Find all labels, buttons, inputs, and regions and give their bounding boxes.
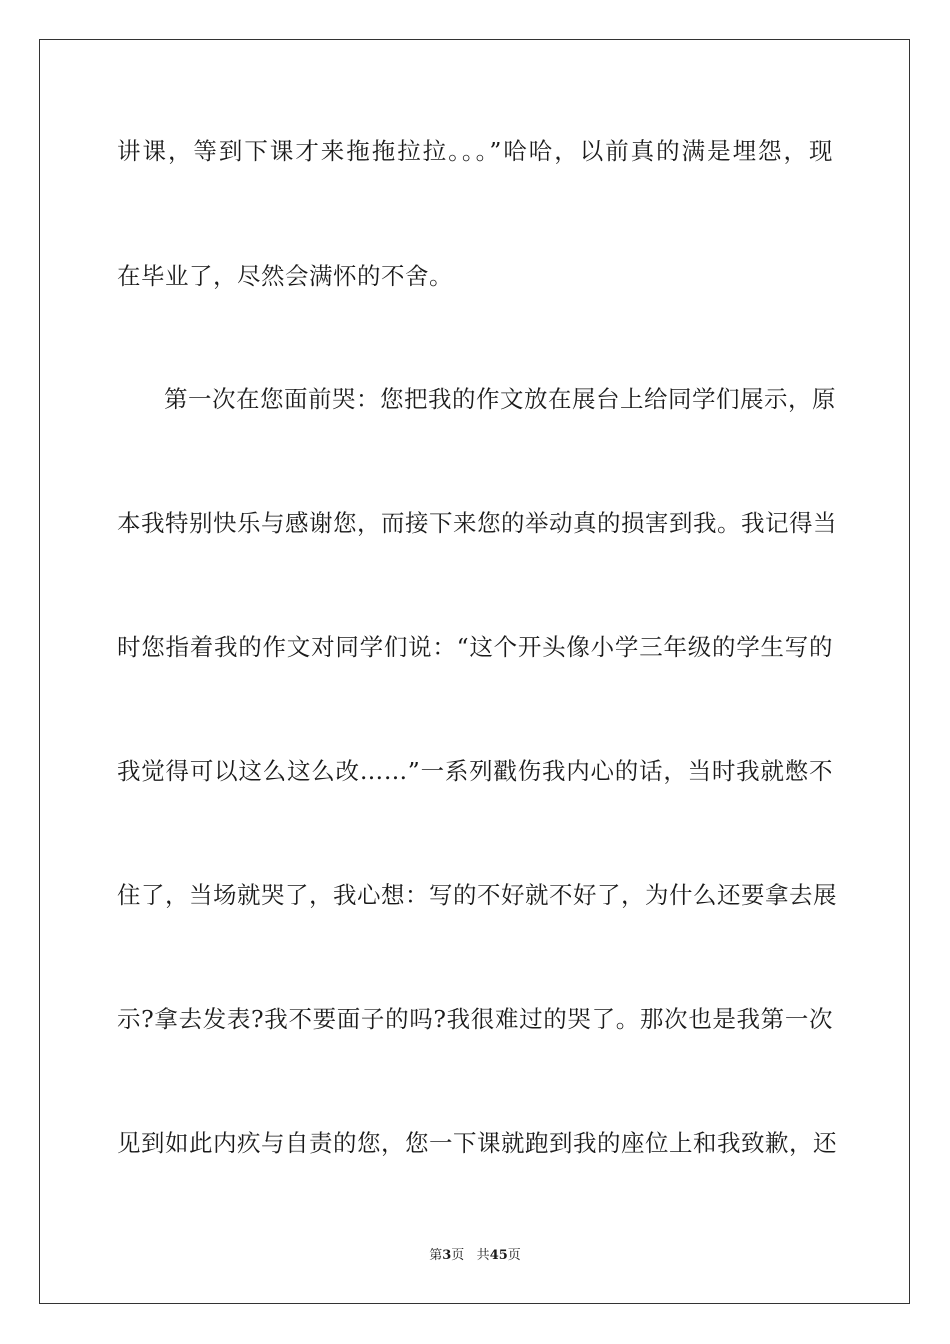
text-line-1: 讲课，等到下课才来拖拖拉拉。。。”哈哈，以前真的满是埋怨，现 <box>117 137 833 165</box>
text-line-8: 示?拿去发表?我不要面子的吗?我很难过的哭了。那次也是我第一次 <box>117 1005 833 1033</box>
page-suffix: 页 <box>451 1248 465 1263</box>
text-line-3: 第一次在您面前哭：您把我的作文放在展台上给同学们展示，原 <box>164 385 836 413</box>
text-line-5: 时您指着我的作文对同学们说：“这个开头像小学三年级的学生写的 <box>117 633 833 661</box>
text-line-6: 我觉得可以这么这么改……”一系列戳伤我内心的话，当时我就憋不 <box>117 757 833 785</box>
text-line-9: 见到如此内疚与自责的您，您一下课就跑到我的座位上和我致歉，还 <box>117 1129 837 1157</box>
text-line-7: 住了，当场就哭了，我心想：写的不好就不好了，为什么还要拿去展 <box>117 881 837 909</box>
text-line-4: 本我特别快乐与感谢您，而接下来您的举动真的损害到我。我记得当 <box>117 509 837 537</box>
total-prefix: 共 <box>476 1248 490 1263</box>
page-number: 3 <box>442 1248 452 1263</box>
page-footer <box>0 1247 950 1265</box>
total-pages: 45 <box>489 1248 508 1263</box>
text-line-2: 在毕业了，尽然会满怀的不舍。 <box>117 262 453 290</box>
page-prefix: 第 <box>429 1248 443 1263</box>
total-suffix: 页 <box>507 1248 521 1263</box>
page-border <box>39 39 910 1304</box>
